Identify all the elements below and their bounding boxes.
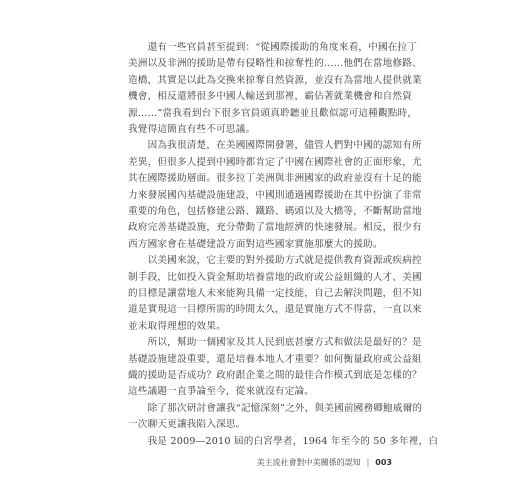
page-number: 003 [375,458,392,467]
text-line: 我是 2009—2010 屆的白宮學者，1964 年至今的 50 多年裡，白 [128,435,439,447]
footer-separator: | [366,458,370,467]
page-footer [257,457,392,469]
text-line: 機會，相反還將很多中國人輸送到那裡，霸佔著就業機會和自然資 [128,91,413,103]
text-line: 織的援助是否成功？政府跟企業之間的最佳合作模式到底是怎樣的？ [128,370,422,381]
text-line: 以美國來說，它主要的對外援助方式就是提供教育資源或疾病控 [128,255,422,267]
text-line: 的目標是讓當地人未來能夠具備一定技能，自己去解決問題，但不知 [128,288,422,299]
text-line: 造橋，其實是以此為交換來掠奪自然資源，並沒有為當地人提供就業 [128,74,422,86]
text-line: 我覺得這簡直有些不可思議。 [128,124,256,135]
text-line: 基礎設施建設重要，還是培養本地人才重要？如何衡量政府或公益組 [128,353,422,365]
text-line: 制手段，比如投入資金幫助培養當地的政府或公益組織的人才、美國 [128,271,422,283]
text-line: 這些議題一直爭論至今，從來就沒有定論。 [128,386,315,398]
text-line: 一次聊天更讓我陷入深思。 [128,419,246,431]
text-line: 美洲以及非洲的援助是帶有侵略性和掠奪性的……他們在當地修路、 [128,58,422,70]
text-line: 其在國際援助層面。很多拉丁美洲與非洲國家的政府並沒有十足的能 [128,173,422,185]
text-line: 政府完善基礎設施，充分帶動了當地經濟的快速發展。相反，很少有 [128,222,422,234]
text-line: 道是實現這一目標所需的時間太久，還是實施方式不得當，一直以來 [128,304,422,316]
text-line: 所以，幫助一個國家及其人民到底甚麼方式和做法是最好的？是 [128,337,422,349]
text-line: 還有一些官員甚至提到：“從國際援助的角度來看，中國在拉丁 [128,42,418,53]
text-line: 力來發展國內基礎設施建設，中國則通過國際援助在其中扮演了非常 [128,189,422,201]
text-line: 因為我很清楚，在美國國際開發署，儘管人們對中國的認知有所 [128,140,422,152]
text-line: 西方國家會在基礎建設方面對這些國家實施那麼大的援助。 [128,238,383,250]
running-title: 美主流社會對中美關係的認知 [256,458,361,467]
text-line: 除了那次研討會讓我“記憶深刻”之外，與美國前國務卿鮑威爾的 [128,402,423,414]
text-line: 源……”當我看到台下很多官員頭真聆聽並且歡似認可這種觀點時， [128,107,418,119]
text-line: 重要的角色，包括修建公路、鐵路、碼頭以及大橋等，不斷幫助當地 [128,206,422,217]
text-line: 並未取得理想的效果。 [128,320,226,332]
text-line: 差異，但很多人提到中國時都肯定了中國在國際社會的正面形象，尤 [128,156,422,168]
